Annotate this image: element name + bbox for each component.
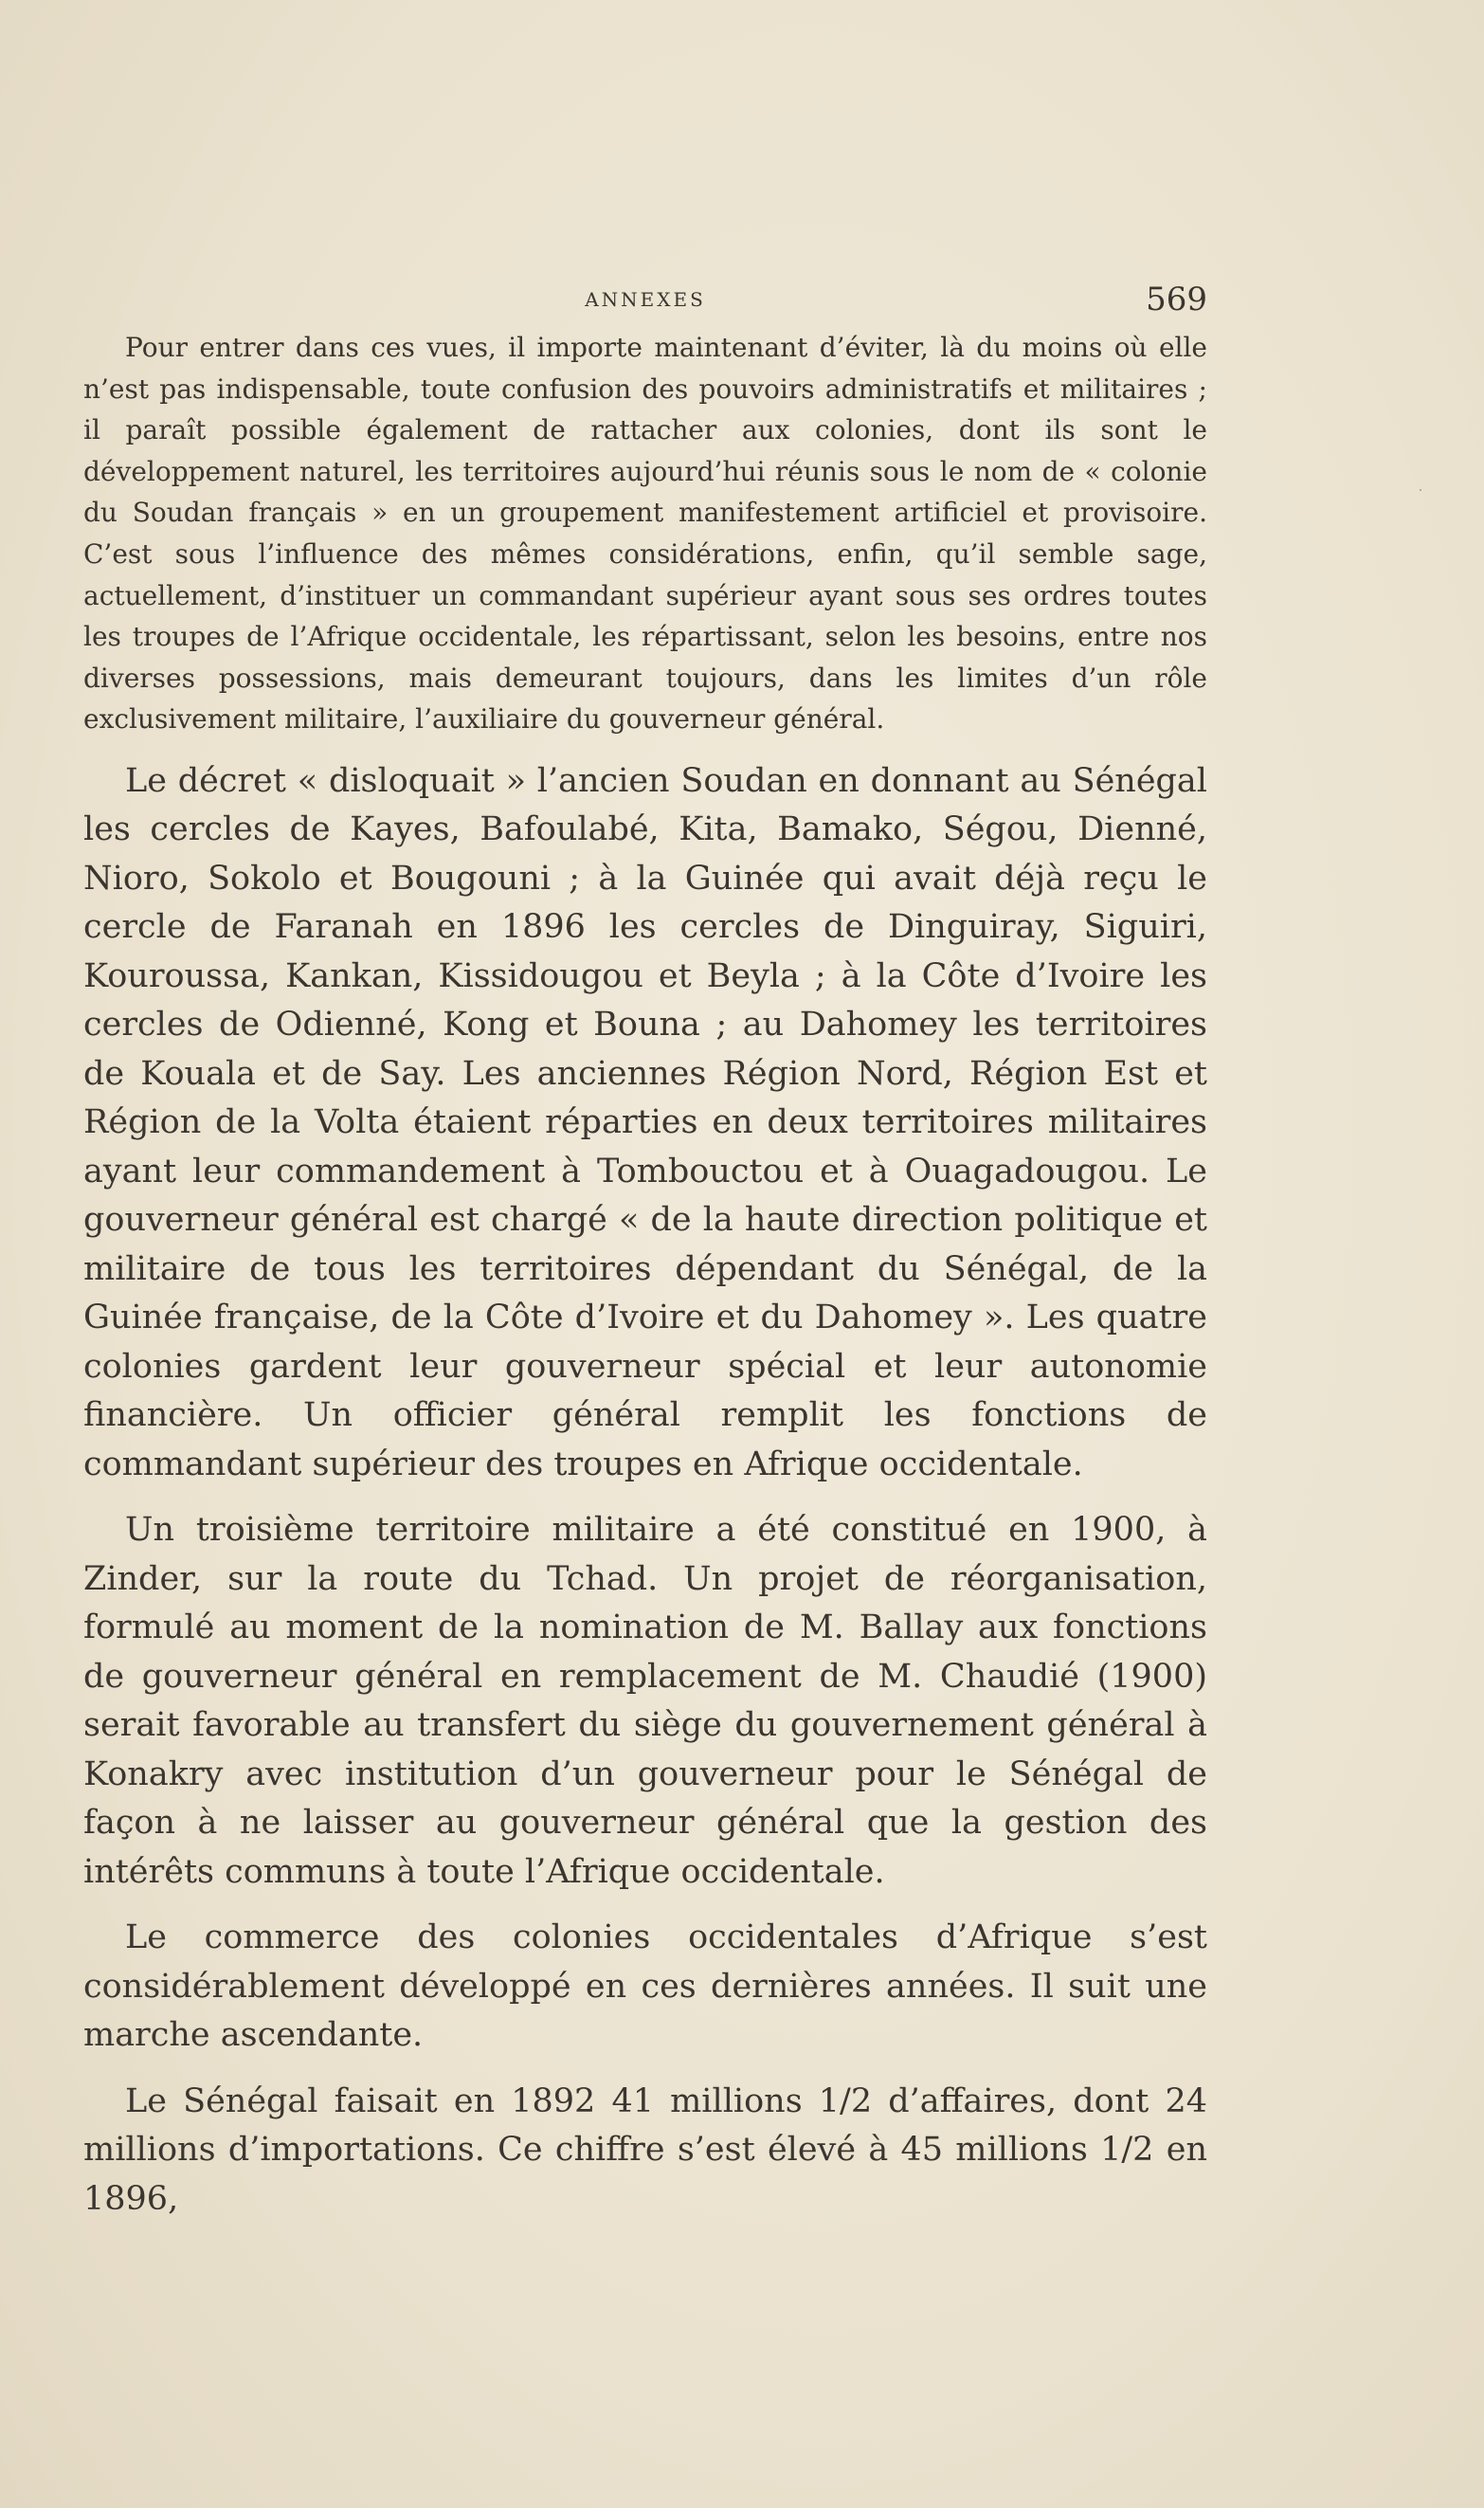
paragraph: Pour entrer dans ces vues, il importe maintenant d’éviter, là du moins où elle n’est pas indispensable, toute confusion des pouvoirs administratifs et militaires ; il paraît possible également de rattacher aux colonies, dont ils sont le développement naturel, les territoires aujourd’hui réunis sous le nom de « colonie du Soudan français » en un groupement manifestement artificiel et provisoire. C’est sous l’influence des mêmes considérations, enfin, qu’il semble sage, actuellement, d’instituer un commandant supérieur ayant sous ses ordres toutes les troupes de l’Afrique occidentale, les répartissant, selon les besoins, entre nos diverses possessions, mais demeurant toujours, dans les limites d’un rôle exclusivement militaire, l’auxiliaire du gouverneur général. xyxy=(83,332,1207,736)
body-text xyxy=(83,327,1207,2224)
paragraph: Le décret « disloquait » l’ancien Soudan en donnant au Sénégal les cercles de Kayes, Bafoulabé, Kita, Bamako, Ségou, Dienné, Nioro, Sokolo et Bougouni ; à la Guinée qui avait déjà reçu le cercle de Faranah en 1896 les cercles de Dinguiray, Siguiri, Kouroussa, Kankan, Kissidougou et Beyla ; à la Côte d’Ivoire les cercles de Odienné, Kong et Bouna ; au Dahomey les territoires de Kouala et de Say. Les anciennes Région Nord, Région Est et Région de la Volta étaient réparties en deux territoires militaires ayant leur commandement à Tombouctou et à Ouagadougou. Le gouverneur général est chargé « de la haute direction politique et militaire de tous les territoires dépendant du Sénégal, de la Guinée française, de la Côte d’Ivoire et du Dahomey ». Les quatre colonies gardent leur gouverneur spécial et leur autonomie financière. Un officier général remplit les fonctions de commandant supérieur des troupes en Afrique occidentale. xyxy=(83,761,1207,1483)
margin-mark xyxy=(1420,489,1421,491)
page-header xyxy=(83,281,1207,318)
paragraph: Le Sénégal faisait en 1892 41 millions 1/2 d’affaires, dont 24 millions d’importations. Ce chiffre s’est élevé à 45 millions 1/2 en 1896, xyxy=(83,2081,1207,2218)
running-head: ANNEXES xyxy=(585,288,706,311)
page-number: 569 xyxy=(1146,281,1207,318)
paragraph: Le commerce des colonies occidentales d’Afrique s’est considérablement développé en ces dernières années. Il suit une marche ascendante. xyxy=(83,1918,1207,2055)
paragraph: Un troisième territoire militaire a été constitué en 1900, à Zinder, sur la route du Tchad. Un projet de réorganisation, formulé au moment de la nomination de M. Ballay aux fonctions de gouverneur général en remplacement de M. Chaudié (1900) serait favorable au transfert du siège du gouvernement général à Konakry avec institution d’un gouverneur pour le Sénégal de façon à ne laisser au gouverneur général que la gestion des intérêts communs à toute l’Afrique occidentale. xyxy=(83,1511,1207,1891)
